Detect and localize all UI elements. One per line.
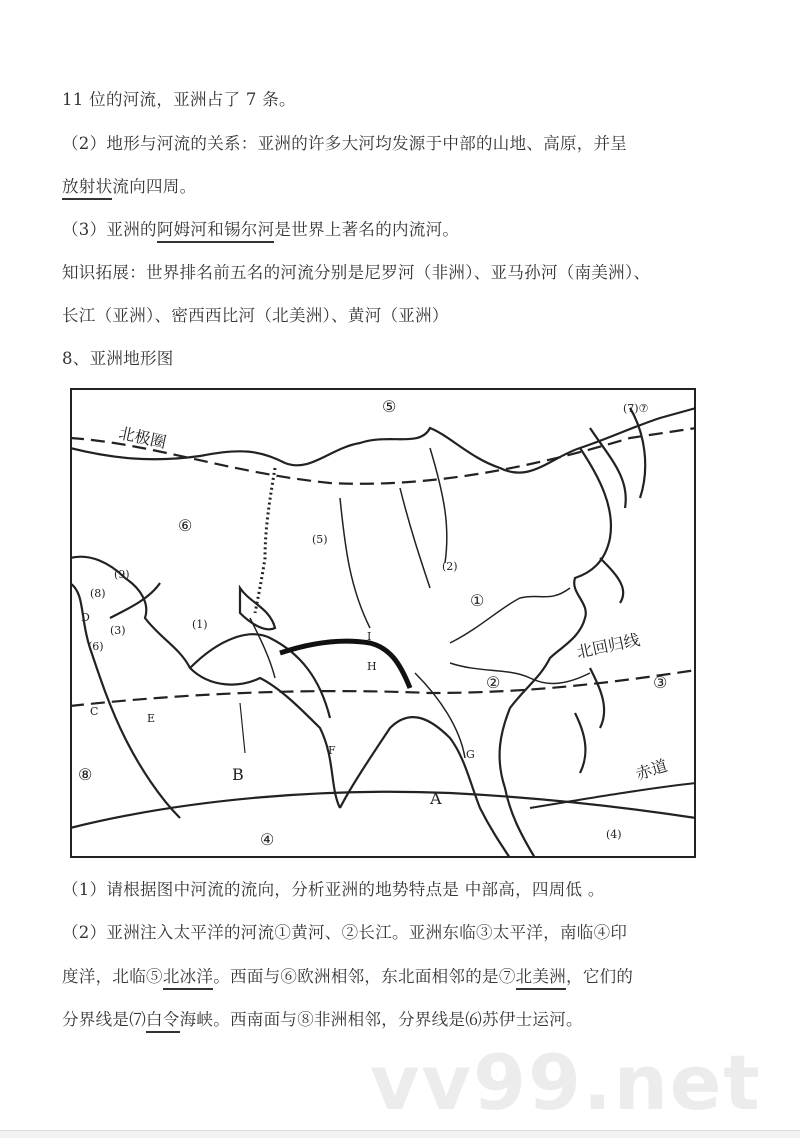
label-p1: (1): [192, 618, 208, 631]
answer-underlined: 北美洲: [516, 967, 566, 990]
text-line-3: [62, 173, 196, 197]
label-e: E: [147, 712, 156, 725]
answer-underlined: 阿姆河和锡尔河: [157, 220, 275, 243]
label-c5: ⑤: [382, 397, 397, 416]
answer-line-3: [62, 963, 633, 987]
text-line-6: [62, 302, 449, 326]
text: 。西面与⑥欧洲相邻，东北面相邻的是⑦: [213, 967, 516, 986]
text: 知识拓展：世界排名前五名的河流分别是尼罗河（非洲）、亚马孙河（南美洲）、: [62, 263, 651, 282]
label-i: I: [367, 630, 372, 643]
text-line-2: [62, 130, 627, 154]
label-c1: ①: [470, 591, 485, 610]
top-bar: [0, 0, 800, 62]
label-h: H: [367, 660, 377, 673]
label-c2: ②: [486, 673, 501, 692]
label-c: C: [90, 705, 99, 718]
label-c6: ⑥: [178, 516, 193, 535]
section-heading: [62, 345, 174, 369]
asia-terrain-map: [70, 388, 696, 858]
label-c3: ③: [653, 673, 668, 692]
label-p5: (5): [312, 533, 328, 546]
text: 海峡。西南面与⑧非洲相邻，分界线是⑹苏伊士运河。: [179, 1010, 583, 1029]
label-p2: (2): [442, 560, 458, 573]
answer-underlined: 白令: [146, 1010, 180, 1033]
label-c7: (7)⑦: [623, 402, 649, 415]
answer-line-4: [62, 1006, 583, 1030]
label-p8: (8): [90, 587, 106, 600]
answer-line-1: [62, 876, 605, 900]
answer-underlined: 北冰洋: [163, 967, 213, 990]
text: 分界线是⑺: [62, 1010, 146, 1029]
answer-underlined: 放射状: [62, 177, 112, 200]
text: （3）亚洲的: [62, 220, 157, 239]
text: 长江（亚洲）、密西西比河（北美洲）、黄河（亚洲）: [62, 306, 449, 325]
text-line-5: [62, 259, 650, 283]
label-d: D: [81, 611, 90, 624]
text: 8、亚洲地形图: [62, 349, 174, 368]
label-c4: ④: [260, 830, 275, 849]
label-f: F: [328, 744, 336, 757]
answer-line-2: [62, 919, 627, 943]
label-p6: (6): [88, 640, 104, 653]
label-g: G: [466, 748, 475, 761]
text: （1）请根据图中河流的流向，分析亚洲的地势特点是 中部高，四周低 。: [62, 880, 605, 899]
label-p4: (4): [606, 828, 622, 841]
text: 11 位的河流，亚洲占了 7 条。: [62, 90, 296, 109]
label-c8: ⑧: [78, 765, 93, 784]
label-equator: 赤道: [633, 755, 670, 784]
text-line-1: [62, 86, 296, 110]
label-arctic-circle: 北极圈: [117, 423, 169, 452]
label-p3: (3): [110, 624, 126, 637]
label-tropic-of-cancer: 北回归线: [574, 630, 642, 662]
label-p9: (9): [114, 568, 130, 581]
text: （2）地形与河流的关系：亚洲的许多大河均发源于中部的山地、高原，并呈: [62, 134, 628, 153]
label-b: B: [232, 765, 244, 784]
text: 度洋，北临⑤: [62, 967, 163, 986]
label-a: A: [430, 789, 442, 808]
text: 是世界上著名的内流河。: [274, 220, 460, 239]
text: ，它们的: [566, 967, 634, 986]
text-line-4: [62, 216, 459, 240]
watermark: vv99.net: [370, 1038, 762, 1127]
text: （2）亚洲注入太平洋的河流①黄河、②长江。亚洲东临③太平洋，南临④印: [62, 923, 628, 942]
text: 流向四周。: [112, 177, 197, 196]
